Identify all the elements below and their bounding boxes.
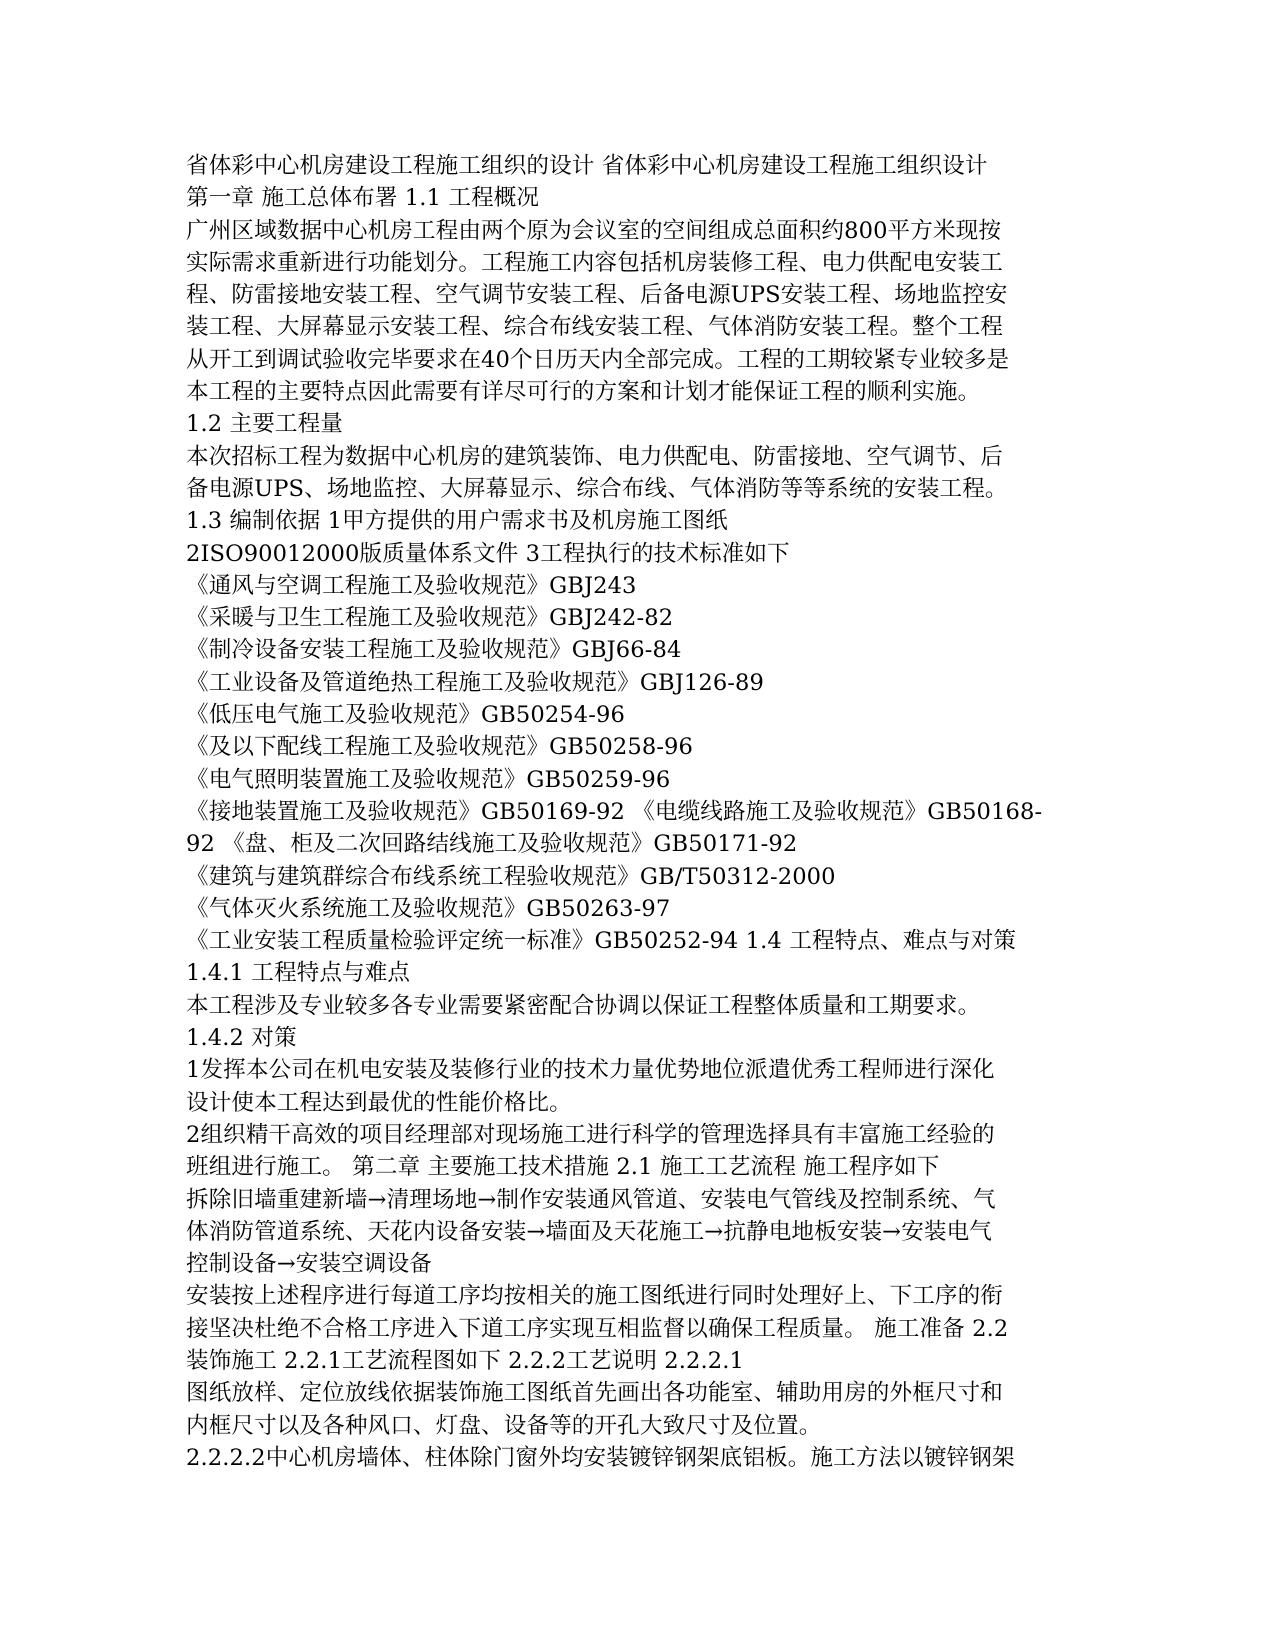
- text-line: 安装按上述程序进行每道工序均按相关的施工图纸进行同时处理好上、下工序的衔: [186, 1283, 1003, 1310]
- text-line: 广州区域数据中心机房工程由两个原为会议室的空间组成总面积约800平方米现按: [186, 217, 1002, 244]
- text-line: 省体彩中心机房建设工程施工组织的设计 省体彩中心机房建设工程施工组织设计: [186, 153, 988, 179]
- text-line: 92 《盘、柜及二次回路结线施工及验收规范》GB50171-92: [186, 831, 798, 858]
- text-line: 《工业安装工程质量检验评定统一标准》GB50252-94 1.4 工程特点、难点与对策: [186, 928, 1017, 955]
- text-line: 1.3 编制依据 1甲方提供的用户需求书及机房施工图纸: [186, 508, 728, 535]
- text-line: 实际需求重新进行功能划分。工程施工内容包括机房装修工程、电力供配电安装工: [186, 249, 1003, 276]
- text-line: 从开工到调试验收完毕要求在40个日历天内全部完成。工程的工期较紧专业较多是: [186, 346, 1010, 373]
- text-line: 《低压电气施工及验收规范》GB50254-96: [186, 702, 625, 729]
- text-line: 《通风与空调工程施工及验收规范》GBJ243: [186, 572, 637, 599]
- text-line: 1.4.1 工程特点与难点: [186, 960, 411, 987]
- text-line: 1.2 主要工程量: [186, 411, 343, 438]
- text-line: 装饰施工 2.2.1工艺流程图如下 2.2.2工艺说明 2.2.2.1: [186, 1347, 744, 1374]
- document-body: [186, 150, 1086, 1474]
- text-line: 体消防管道系统、天花内设备安装→墙面及天花施工→抗静电地板安装→安装电气: [186, 1218, 992, 1245]
- text-line: 装工程、大屏幕显示安装工程、综合布线安装工程、气体消防安装工程。整个工程: [186, 314, 1003, 341]
- text-line: 本工程的主要特点因此需要有详尽可行的方案和计划才能保证工程的顺利实施。: [186, 379, 981, 406]
- text-line: 拆除旧墙重建新墙→清理场地→制作安装通风管道、安装电气管线及控制系统、气: [186, 1186, 996, 1213]
- text-line: 《电气照明装置施工及验收规范》GB50259-96: [186, 766, 671, 793]
- text-line: 控制设备→安装空调设备: [186, 1251, 432, 1278]
- text-line: 2组织精干高效的项目经理部对现场施工进行科学的管理选择具有丰富施工经验的: [186, 1121, 995, 1148]
- text-line: 图纸放样、定位放线依据装饰施工图纸首先画出各功能室、辅助用房的外框尺寸和: [186, 1380, 1003, 1407]
- text-line: 1发挥本公司在机电安装及装修行业的技术力量优势地位派遣优秀工程师进行深化: [186, 1057, 995, 1084]
- text-line: 《气体灭火系统施工及验收规范》GB50263-97: [186, 895, 671, 922]
- text-line: 《采暖与卫生工程施工及验收规范》GBJ242-82: [186, 605, 674, 632]
- text-line: 《制冷设备安装工程施工及验收规范》GBJ66-84: [186, 637, 682, 664]
- text-line: 《工业设备及管道绝热工程施工及验收规范》GBJ126-89: [186, 669, 764, 696]
- text-line: 《及以下配线工程施工及验收规范》GB50258-96: [186, 734, 694, 761]
- text-line: 2.2.2.2中心机房墙体、柱体除门窗外均安装镀锌钢架底铝板。施工方法以镀锌钢架: [186, 1444, 1015, 1471]
- text-line: 《接地装置施工及验收规范》GB50169-92 《电缆线路施工及验收规范》GB50168-: [186, 798, 1043, 825]
- text-line: 设计使本工程达到最优的性能价格比。: [186, 1089, 572, 1116]
- text-line: 本次招标工程为数据中心机房的建筑装饰、电力供配电、防雷接地、空气调节、后: [186, 443, 1003, 470]
- text-line: 班组进行施工。 第二章 主要施工技术措施 2.1 施工工艺流程 施工程序如下: [186, 1154, 940, 1181]
- text-line: 备电源UPS、场地监控、大屏幕显示、综合布线、气体消防等等系统的安装工程。: [186, 475, 1008, 502]
- text-line: 《建筑与建筑群综合布线系统工程验收规范》GB/T50312-2000: [186, 863, 836, 890]
- text-line: 2ISO90012000版质量体系文件 3工程执行的技术标准如下: [186, 540, 790, 567]
- text-line: 第一章 施工总体布署 1.1 工程概况: [186, 185, 540, 212]
- text-line: 接坚决杜绝不合格工序进入下道工序实现互相监督以确保工程质量。 施工准备 2.2: [186, 1315, 1009, 1342]
- text-line: 1.4.2 对策: [186, 1025, 297, 1052]
- text-line: 程、防雷接地安装工程、空气调节安装工程、后备电源UPS安装工程、场地监控安: [186, 282, 1008, 309]
- text-line: 本工程涉及专业较多各专业需要紧密配合协调以保证工程整体质量和工期要求。: [186, 992, 981, 1019]
- text-line: 内框尺寸以及各种风口、灯盘、设备等的开孔大致尺寸及位置。: [186, 1412, 822, 1439]
